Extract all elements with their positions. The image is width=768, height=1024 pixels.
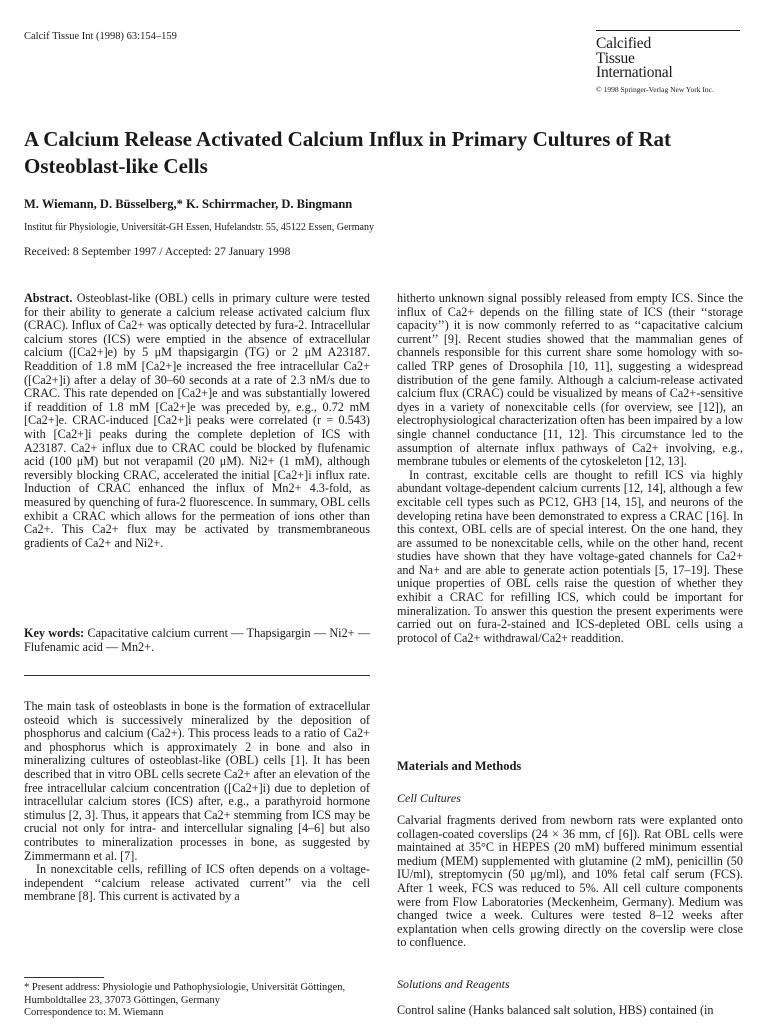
journal-logo-line-3: International bbox=[596, 64, 673, 81]
solutions-text: Control saline (Hanks balanced salt solution, HBS) contained (in bbox=[397, 1003, 714, 1017]
article-authors: M. Wiemann, D. Büsselberg,* K. Schirrmacher, D. Bingmann bbox=[24, 197, 353, 211]
subheading-cell-cultures: Cell Cultures bbox=[397, 791, 461, 805]
abstract-text: Osteoblast-like (OBL) cells in primary culture were tested for their ability to generate a calcium release activated calcium flux (CRAC). Influx of Ca2+ was optically detected by fura-2. Intracellular calcium stores (ICS) were emptied in the absence of extracellular calcium ([Ca2+]e) by 5 μM thapsigargin (TG) or 2 μM A23187. Readdition of 1.8 mM [Ca2+]e increased the free intracellular Ca2+ ([Ca2+]i) after a delay of 30–60 seconds at a rate of 2.3 nM/s due to CRAC. This rate depended on [Ca2+]e and was substantially lowered if readdition of 1.8 mM [Ca2+]e was preceded by, e.g., 0.72 mM [Ca2+]e. CRAC-induced [Ca2+]i peaks were correlated (r = 0.543) with [Ca2+]i peaks during the complete depletion of ICS with A23187. Ca2+ influx due to CRAC could be blocked by flufenamic acid (100 μM) but not verapamil (20 μM). Ni2+ (1 mM), although reversibly blocking CRAC, accelerated the initial [Ca2+]i influx rate. Induction of CRAC enhanced the influx of Mn2+ 4.3-fold, as measured by quenching of fura-2 fluorescence. In summary, OBL cells exhibit a CRAC which allows for the permeation of ions other than Ca2+. This Ca2+ flux may be activated by transmembraneous gradients of Ca2+ and Ni2+. bbox=[24, 291, 370, 550]
article-title: A Calcium Release Activated Calcium Influx in Primary Cultures of Rat Osteoblast-like Cells bbox=[24, 127, 672, 178]
brand-rule bbox=[596, 30, 740, 31]
keywords-text: Capacitative calcium current — Thapsigargin — Ni2+ — Flufenamic acid — Mn2+. bbox=[24, 626, 371, 654]
footnote-correspondence: Correspondence to: M. Wiemann bbox=[24, 1007, 164, 1018]
section-divider bbox=[24, 675, 370, 676]
right-paragraph-2: In contrast, excitable cells are thought to refill ICS via highly abundant voltage-dependent calcium currents [12, 14], although a few excitable cell types such as PC12, GH3 [14, 15], and neurons of the developing retina have been demonstrated to express a CRAC [16]. In this context, OBL cells are of special interest. On the one hand, they are assumed to be nonexcitable cells, while on the other hand, recent studies have shown that they have voltage-gated channels for Ca2+ and Na+ and are able to generate action potentials [5, 17–19]. These unique properties of OBL cells raise the question of whether they exhibit a CRAC for refilling ICS, which could be important for mineralization. To answer this question the present experiments were carried out on fura-2-stained and ICS-depleted OBL cells using a protocol of Ca2+ withdrawal/Ca2+ readdition. bbox=[397, 467, 743, 645]
intro-paragraph-1: The main task of osteoblasts in bone is the formation of extracellular osteoid which is successively mineralized by the deposition of phosphorus and calcium (Ca2+). This process leads to a ratio of Ca2+ and phosphorus which is approximately 2 in bone and also in mineralizing cultures of osteoblast-like (OBL) cells [1]. It has been described that in vitro OBL cells secrete Ca2+ after an elevation of the free intracellular calcium concentration ([Ca2+]i) due to depletion of intracellular calcium stores (ICS) after, e.g., a parathyroid hormone stimulus [2, 3]. Thus, it appears that Ca2+ stemming from ICS may be crucial not only for intra- and intercellular signaling [4–6] but also contributes to mineralization processes in bone, as suggested by Zimmermann et al. [7]. bbox=[24, 699, 370, 863]
abstract-label: Abstract. bbox=[24, 291, 73, 305]
keywords bbox=[24, 627, 370, 654]
article-affiliation: Institut für Physiologie, Universität-GH Essen, Hufelandstr. 55, 45122 Essen, Germany bbox=[24, 222, 374, 233]
footnote-rule bbox=[24, 977, 104, 978]
right-paragraph-1: hitherto unknown signal possibly released from empty ICS. Since the influx of Ca2+ depends on the filling state of ICS (their ‘‘storage capacity’’) it is now commonly referred to as ‘‘capacitative calcium current’’ [9]. Recent studies showed that the mammalian genes of channels responsible for this current share some homology with so-called TRP genes of Drosophila [10, 11], suggesting a widespread distribution of the gene family. Although a calcium-release activated calcium flux (CRAC) could be visualized by means of Ca2+-sensitive dyes in a variety of nonexcitable cells (for overview, see [12]), an electrophysiological characterization often has been impaired by a low single channel conductance [11, 12]. This circumstance led to the assumption of alternate influx pathways of Ca2+ involving, e.g., membrane tubules or elements of the cytoskeleton [12, 13]. bbox=[397, 291, 743, 469]
journal-logo-line-1: Calcified bbox=[596, 35, 652, 52]
abstract bbox=[24, 292, 370, 550]
cell-cultures-text: Calvarial fragments derived from newborn rats were explanted onto collagen-coated coverslips (24 × 36 mm, cf [6]). Rat OBL cells were maintained at 35°C in HEPES (20 mM) buffered minimum essential medium (MEM) supplemented with glutamine (2 mM), penicillin (50 IU/ml), streptomycin (50 μg/ml), and 10% fetal calf serum (FCS). After 1 week, FCS was reduced to 5%. All cell culture components were from Flow Laboratories (Meckenheim, Germany). Medium was changed twice a week. Cultures were tested 8–12 weeks after explantation when cells growing directly on the coverslip were close to confluence. bbox=[397, 813, 743, 950]
journal-logo-line-2: Tissue bbox=[596, 49, 635, 67]
journal-citation: Calcif Tissue Int (1998) 63:154–159 bbox=[24, 31, 177, 42]
footnotes bbox=[24, 977, 370, 1020]
copyright-notice: © 1998 Springer-Verlag New York Inc. bbox=[596, 84, 714, 94]
keywords-label: Key words: bbox=[24, 626, 85, 640]
footnote-present-address: * Present address: Physiologie und Pathophysiologie, Universität Göttingen, Humboldtallee 23, 37073 Göttingen, Germany bbox=[24, 982, 346, 1006]
received-dates: Received: 8 September 1997 / Accepted: 27 January 1998 bbox=[24, 246, 291, 258]
introduction bbox=[24, 700, 370, 904]
right-column-body bbox=[397, 292, 743, 645]
intro-paragraph-2: In nonexcitable cells, refilling of ICS often depends on a voltage-independent ‘‘calcium release activated current’’ via the cell membrane [8]. This current is activated by a bbox=[24, 862, 370, 904]
section-heading-methods: Materials and Methods bbox=[397, 759, 522, 773]
journal-logo bbox=[596, 37, 740, 81]
journal-brand bbox=[596, 30, 740, 94]
subheading-solutions: Solutions and Reagents bbox=[397, 977, 510, 991]
